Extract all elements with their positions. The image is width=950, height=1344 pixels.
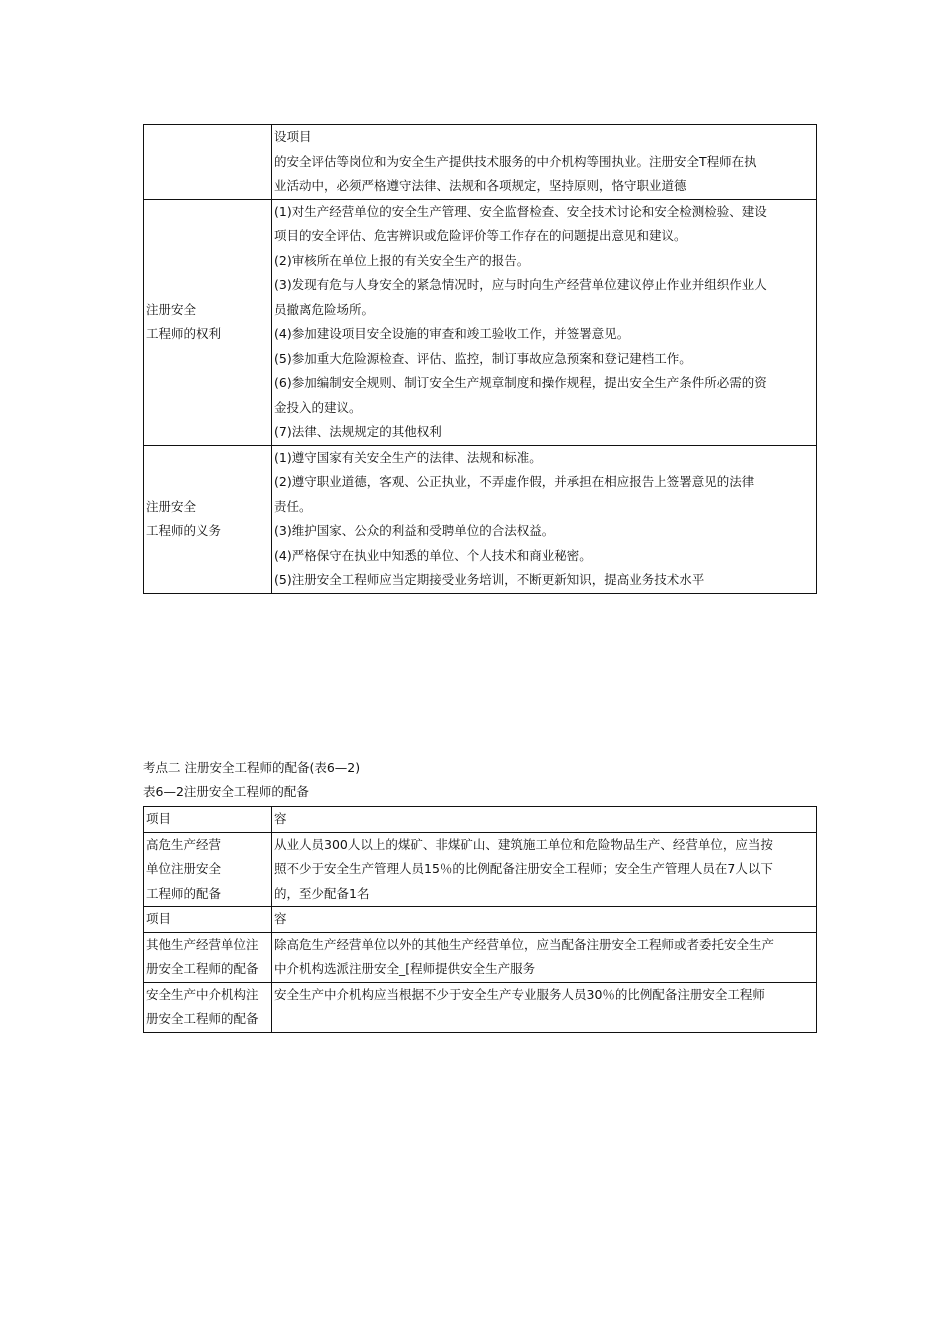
content-line: (7)法律、法规规定的其他权利 [274, 424, 442, 439]
label-line: 册安全工程师的配备 [146, 1011, 259, 1026]
row-label-high-risk [144, 832, 272, 907]
header-cell-content: 容 [272, 807, 817, 833]
label-line: 工程师的权利 [146, 326, 222, 341]
table-row-other [144, 932, 817, 982]
row-label-other [144, 932, 272, 982]
content-line: (5)注册安全工程师应当定期接受业务培训，不断更新知识，提高业务技术水平 [274, 572, 705, 587]
row-label-rights [144, 199, 272, 445]
content-line: 员撤离危险场所。 [274, 301, 375, 317]
row-content-high-risk [272, 832, 817, 907]
label-line: 单位注册安全 [146, 861, 222, 876]
label-line: 工程师的配备 [146, 885, 222, 901]
row-label-agency [144, 982, 272, 1032]
content-line: (4)严格保守在执业中知悉的单位、个人技术和商业秘密。 [274, 547, 592, 563]
row-content-agency [272, 982, 817, 1032]
content-line: (1)对生产经营单位的安全生产管理、安全监督检查、安全技术讨论和安全检测检验、建设 [274, 203, 767, 219]
table-caption: 表6—2注册安全工程师的配备 [143, 784, 309, 799]
row-content-duties [272, 445, 817, 593]
content-line: (3)发现有危与人身安全的紧急情况时，应与时向生产经营单位建议停止作业并组织作业人 [274, 277, 767, 292]
label-line: 工程师的义务 [146, 523, 222, 538]
content-line: 设项目 [274, 129, 312, 144]
table-row-agency [144, 982, 817, 1032]
content-line: 从业人员300人以上的煤矿、非煤矿山、建筑施工单位和危险物品生产、经营单位，应当按 [274, 836, 773, 852]
content-line: (5)参加重大危险源检查、评估、监控，制订事故应急预案和登记建档工作。 [274, 350, 692, 366]
content-line: (1)遵守国家有关安全生产的法律、法规和标准。 [274, 449, 542, 465]
row-label-empty [144, 125, 272, 200]
table-header-row [144, 807, 817, 833]
content-line: 的，至少配备1名 [274, 885, 370, 901]
label-line: 其他生产经营单位注 [146, 936, 259, 952]
table-header-row [144, 907, 817, 933]
content-line: 中介机构选派注册安全_[程师提供安全生产服务 [274, 961, 536, 976]
content-line: 照不少于安全生产管理人员15％的比例配备注册安全工程师；安全生产管理人员在7人以下 [274, 861, 773, 876]
content-line: (3)维护国家、公众的利益和受聘单位的合法权益。 [274, 523, 555, 538]
content-line: (2)审核所在单位上报的有关安全生产的报告。 [274, 252, 530, 268]
duties-rights-table [143, 124, 817, 594]
content-line: (4)参加建设项目安全设施的审查和竣工验收工作，并签署意见。 [274, 326, 630, 341]
section-heading: 考点二 注册安全工程师的配备(表6—2) [143, 760, 361, 775]
label-line: 注册安全 [146, 498, 197, 514]
content-line: 责任。 [274, 498, 312, 514]
table-row-rights [144, 199, 817, 445]
label-line: 安全生产中介机构注 [146, 986, 259, 1002]
content-line: 金投入的建议。 [274, 399, 362, 415]
row-content-continued [272, 125, 817, 200]
header-cell-item: 项目 [144, 807, 272, 833]
content-line: 的安全评估等岗位和为安全生产提供技术服务的中介机构等围执业。注册安全T程师在执 [274, 153, 757, 169]
row-content-rights [272, 199, 817, 445]
row-content-other [272, 932, 817, 982]
table-row-high-risk [144, 832, 817, 907]
content-line: (6)参加编制安全规则、制订安全生产规章制度和操作规程，提出安全生产条件所必需的资 [274, 375, 767, 390]
content-line: 业活动中，必须严格遵守法律、法规和各项规定，坚持原则，恪守职业道德 [274, 178, 687, 193]
row-label-duties [144, 445, 272, 593]
header-cell-item: 项目 [144, 907, 272, 933]
content-line: (2)遵守职业道德，客观、公正执业，不弄虚作假，并承担在相应报告上签署意见的法律 [274, 474, 755, 489]
label-line: 注册安全 [146, 301, 197, 317]
label-line: 册安全工程师的配备 [146, 961, 259, 976]
header-cell-content: 容 [272, 907, 817, 933]
content-line: 项目的安全评估、危害辨识或危险评价等工作存在的问题提出意见和建议。 [274, 228, 687, 243]
label-line: 高危生产经营 [146, 836, 222, 852]
content-line: 安全生产中介机构应当根据不少于安全生产专业服务人员30％的比例配备注册安全工程师 [274, 986, 765, 1002]
content-line: 除高危生产经营单位以外的其他生产经营单位，应当配备注册安全工程师或者委托安全生产 [274, 936, 775, 952]
staffing-table [143, 806, 817, 1033]
table-row-continued [144, 125, 817, 200]
table-row-duties [144, 445, 817, 593]
